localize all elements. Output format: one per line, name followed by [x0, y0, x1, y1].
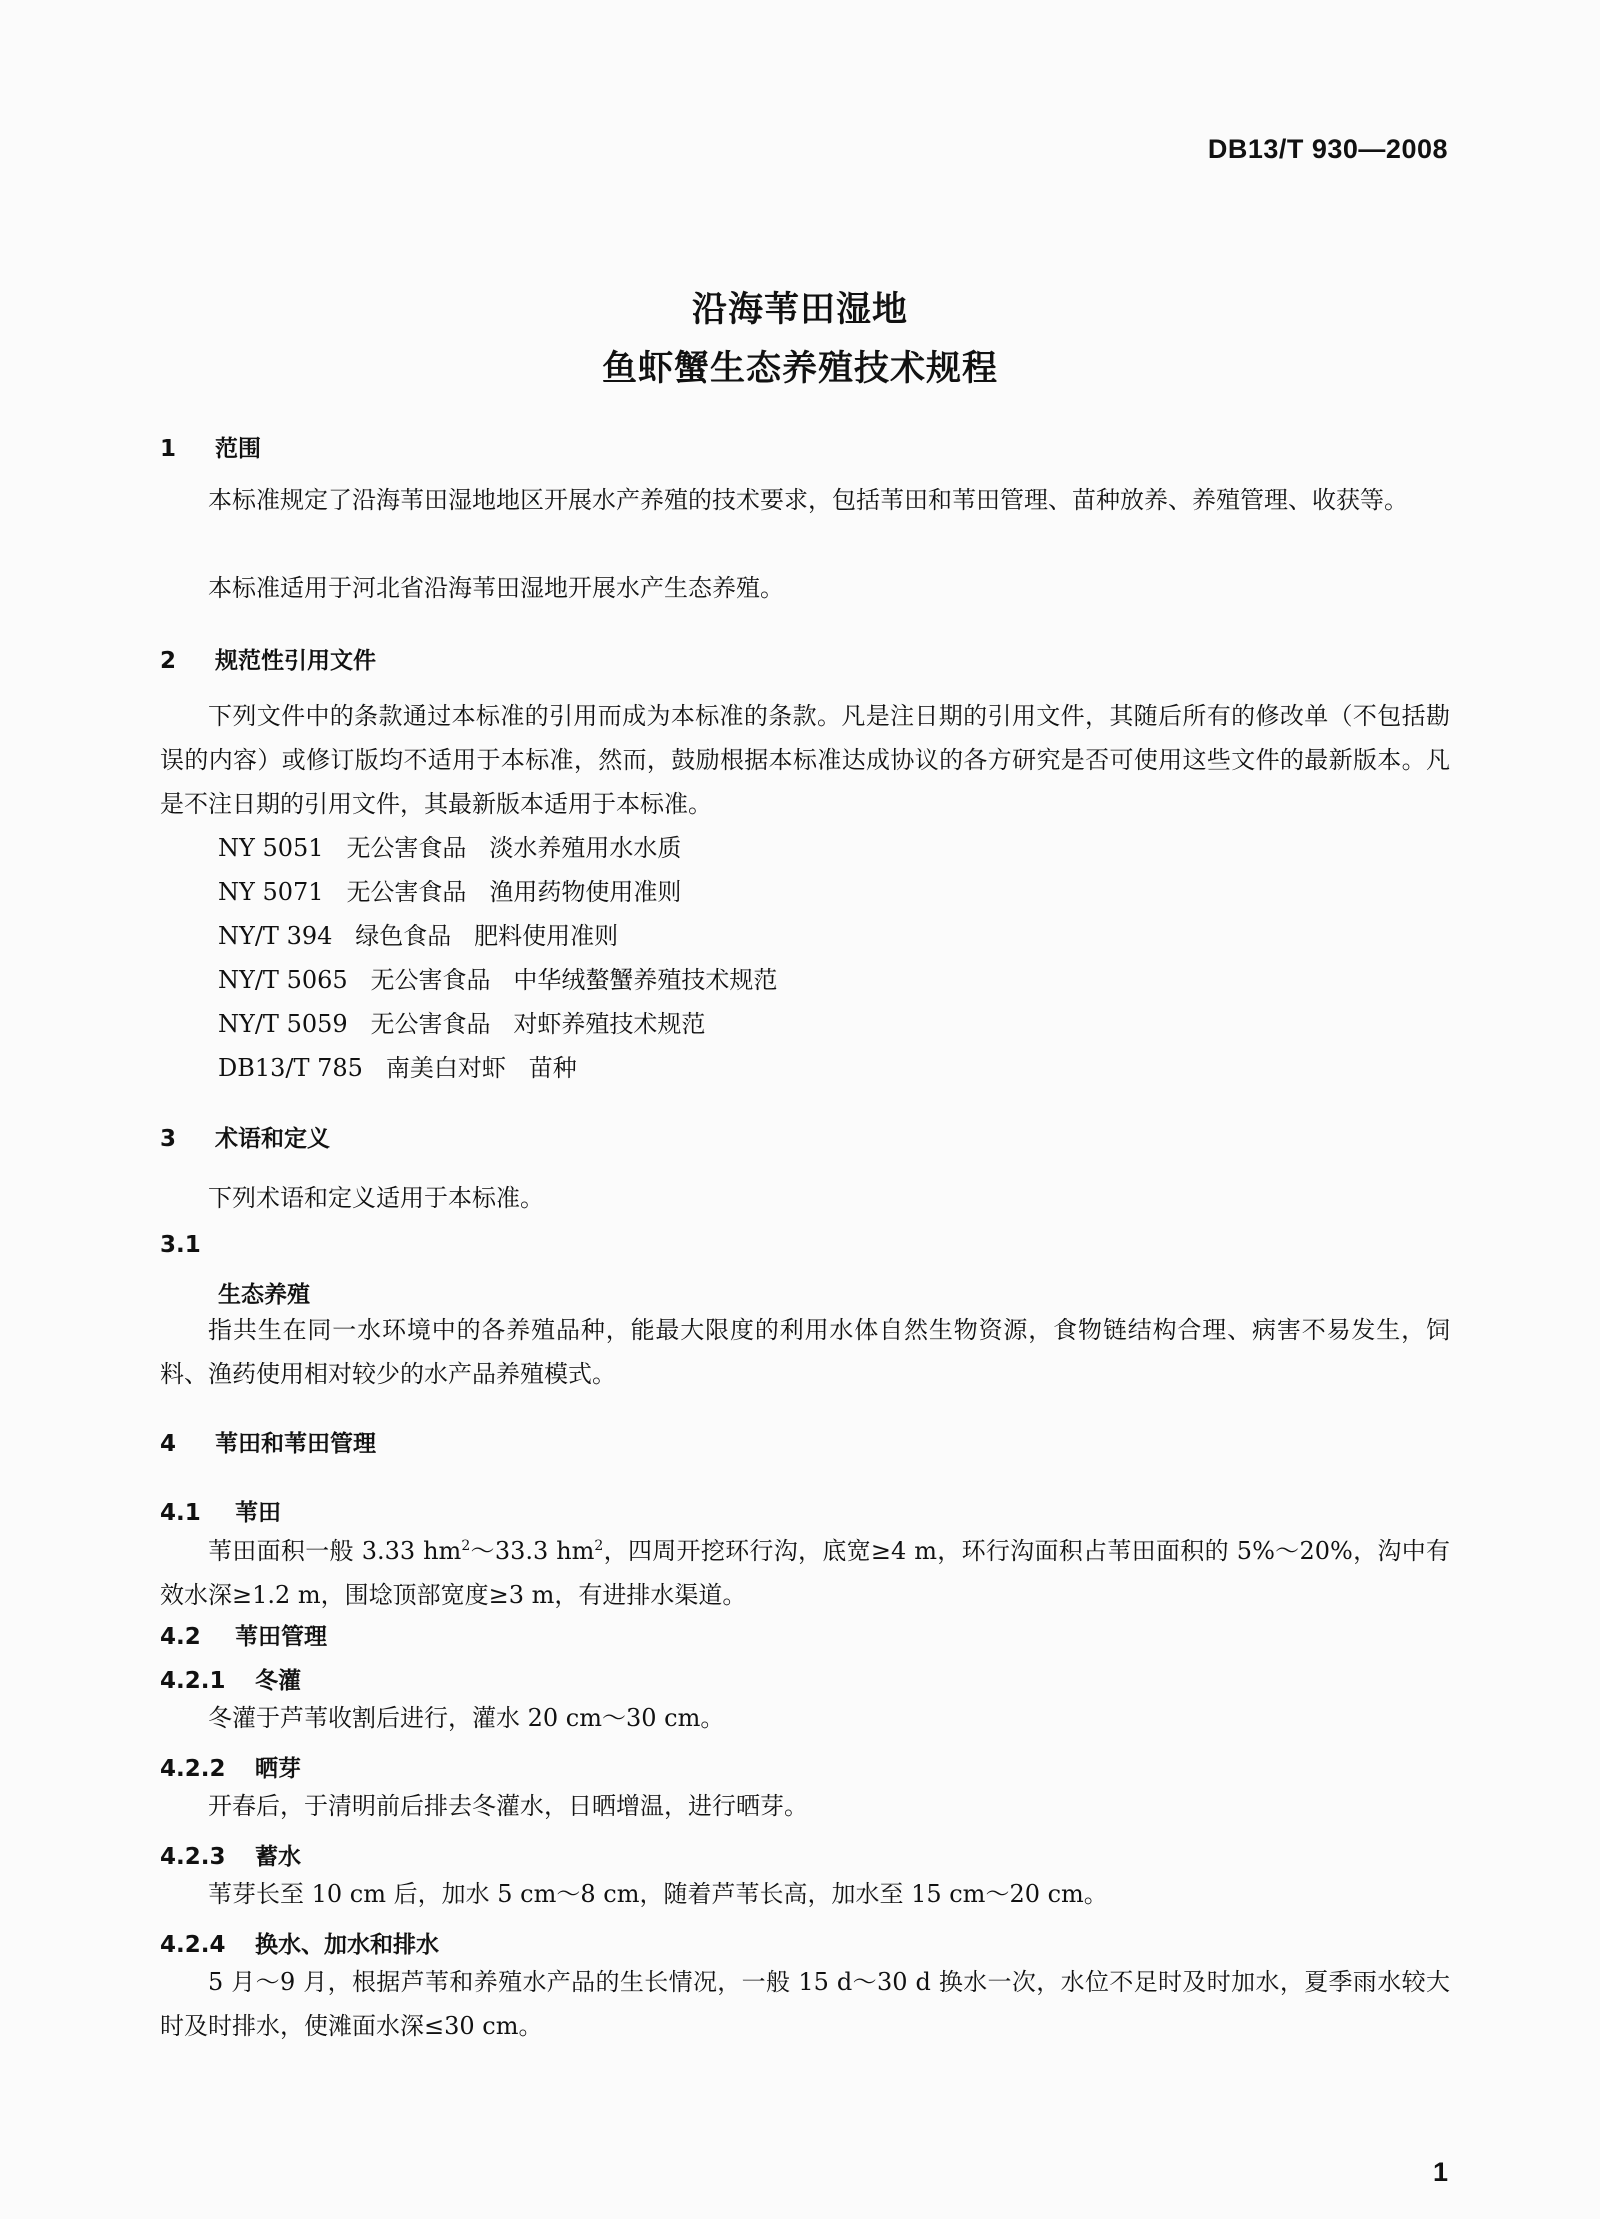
- reference-item: NY 5071 无公害食品 渔用药物使用准则: [218, 878, 682, 906]
- text-segment: ，四周开挖环行沟，底宽≥4 m，环行沟面积占苇田面积的 5%～20%，沟中有效水深≥1.2 m，围埝顶部宽度≥3 m，有进排水渠道。: [160, 1537, 1451, 1609]
- subsection-title: 苇田: [235, 1500, 281, 1526]
- term-title: 生态养殖: [218, 1282, 310, 1308]
- section-number: 1: [160, 436, 177, 462]
- subsection-title: 晒芽: [255, 1756, 301, 1782]
- term-definition: 指共生在同一水环境中的各养殖品种，能最大限度的利用水体自然生物资源，食物链结构合理、病害不易发生，饲料、渔药使用相对较少的水产品养殖模式。: [160, 1316, 1450, 1388]
- subsection-4-2-2-text: 开春后，于清明前后排去冬灌水，日晒增温，进行晒芽。: [208, 1792, 808, 1820]
- subsection-4-1-text: [160, 1524, 1450, 1617]
- text-segment: 苇田面积一般 3.33 hm: [208, 1537, 462, 1565]
- section-number: 4: [160, 1431, 177, 1457]
- subsection-title: 换水、加水和排水: [255, 1932, 439, 1958]
- section-1-heading: [160, 430, 261, 463]
- page-title-line2: 鱼虾蟹生态养殖技术规程: [601, 349, 998, 389]
- subsection-number: 4.2.4: [160, 1932, 226, 1958]
- subsection-4-2-heading: [160, 1618, 327, 1651]
- superscript: 2: [594, 1538, 604, 1554]
- page-number: 1: [1432, 2157, 1448, 2187]
- subsection-title: 冬灌: [255, 1668, 301, 1694]
- superscript: 2: [461, 1538, 471, 1554]
- subsection-number: 4.2.1: [160, 1668, 226, 1694]
- subsection-number: 4.2.2: [160, 1756, 226, 1782]
- page-title-line1: 沿海苇田湿地: [691, 290, 908, 330]
- subsection-4-1-heading: [160, 1494, 281, 1527]
- section-number: 2: [160, 648, 177, 674]
- section-1-para-1: 本标准规定了沿海苇田湿地地区开展水产养殖的技术要求，包括苇田和苇田管理、苗种放养、养殖管理、收获等。: [208, 486, 1408, 514]
- subsection-number: 4.2: [160, 1624, 201, 1650]
- subsection-number: 4.2.3: [160, 1844, 226, 1870]
- section-3-para-1: 下列术语和定义适用于本标准。: [208, 1184, 544, 1212]
- subsection-number: 4.1: [160, 1500, 201, 1526]
- section-title: 范围: [215, 436, 261, 462]
- section-4-heading: [160, 1425, 376, 1458]
- standard-code: DB13/T 930—2008: [1207, 134, 1448, 164]
- section-title: 苇田和苇田管理: [215, 1431, 376, 1457]
- reference-item: NY 5051 无公害食品 淡水养殖用水水质: [218, 834, 682, 862]
- subsection-title: 蓄水: [255, 1844, 301, 1870]
- subsection-4-2-2-heading: [160, 1750, 301, 1783]
- subsection-4-2-1-heading: [160, 1662, 301, 1695]
- subsection-4-2-3-text: 苇芽长至 10 cm 后，加水 5 cm～8 cm，随着芦苇长高，加水至 15 cm～20 cm。: [208, 1880, 1108, 1908]
- section-2-heading: [160, 642, 376, 675]
- reference-item: NY/T 394 绿色食品 肥料使用准则: [218, 922, 619, 950]
- reference-item: NY/T 5059 无公害食品 对虾养殖技术规范: [218, 1010, 706, 1038]
- reference-item: DB13/T 785 南美白对虾 苗种: [218, 1054, 577, 1082]
- subsection-4-2-1-text: 冬灌于芦苇收割后进行，灌水 20 cm～30 cm。: [208, 1704, 725, 1732]
- subsection-4-2-4-text: 5 月～9 月，根据芦苇和养殖水产品的生长情况，一般 15 d～30 d 换水一次，水位不足时及时加水，夏季雨水较大时及时排水，使滩面水深≤30 cm。: [160, 1968, 1450, 2040]
- section-2-para-1: 下列文件中的条款通过本标准的引用而成为本标准的条款。凡是注日期的引用文件，其随后所有的修改单（不包括勘误的内容）或修订版均不适用于本标准，然而，鼓励根据本标准达成协议的各方研究是否可使用这些文件的最新版本。凡是不注日期的引用文件，其最新版本适用于本标准。: [160, 702, 1450, 818]
- subsection-3-1-number: 3.1: [160, 1232, 201, 1258]
- subsection-4-2-4-heading: [160, 1926, 439, 1959]
- subsection-title: 苇田管理: [235, 1624, 327, 1650]
- section-title: 术语和定义: [215, 1126, 330, 1152]
- reference-item: NY/T 5065 无公害食品 中华绒螯蟹养殖技术规范: [218, 966, 778, 994]
- section-number: 3: [160, 1126, 177, 1152]
- section-3-heading: [160, 1120, 330, 1153]
- section-title: 规范性引用文件: [215, 648, 376, 674]
- text-segment: ～33.3 hm: [470, 1537, 595, 1565]
- section-1-para-2: 本标准适用于河北省沿海苇田湿地开展水产生态养殖。: [208, 574, 784, 602]
- subsection-4-2-3-heading: [160, 1838, 301, 1871]
